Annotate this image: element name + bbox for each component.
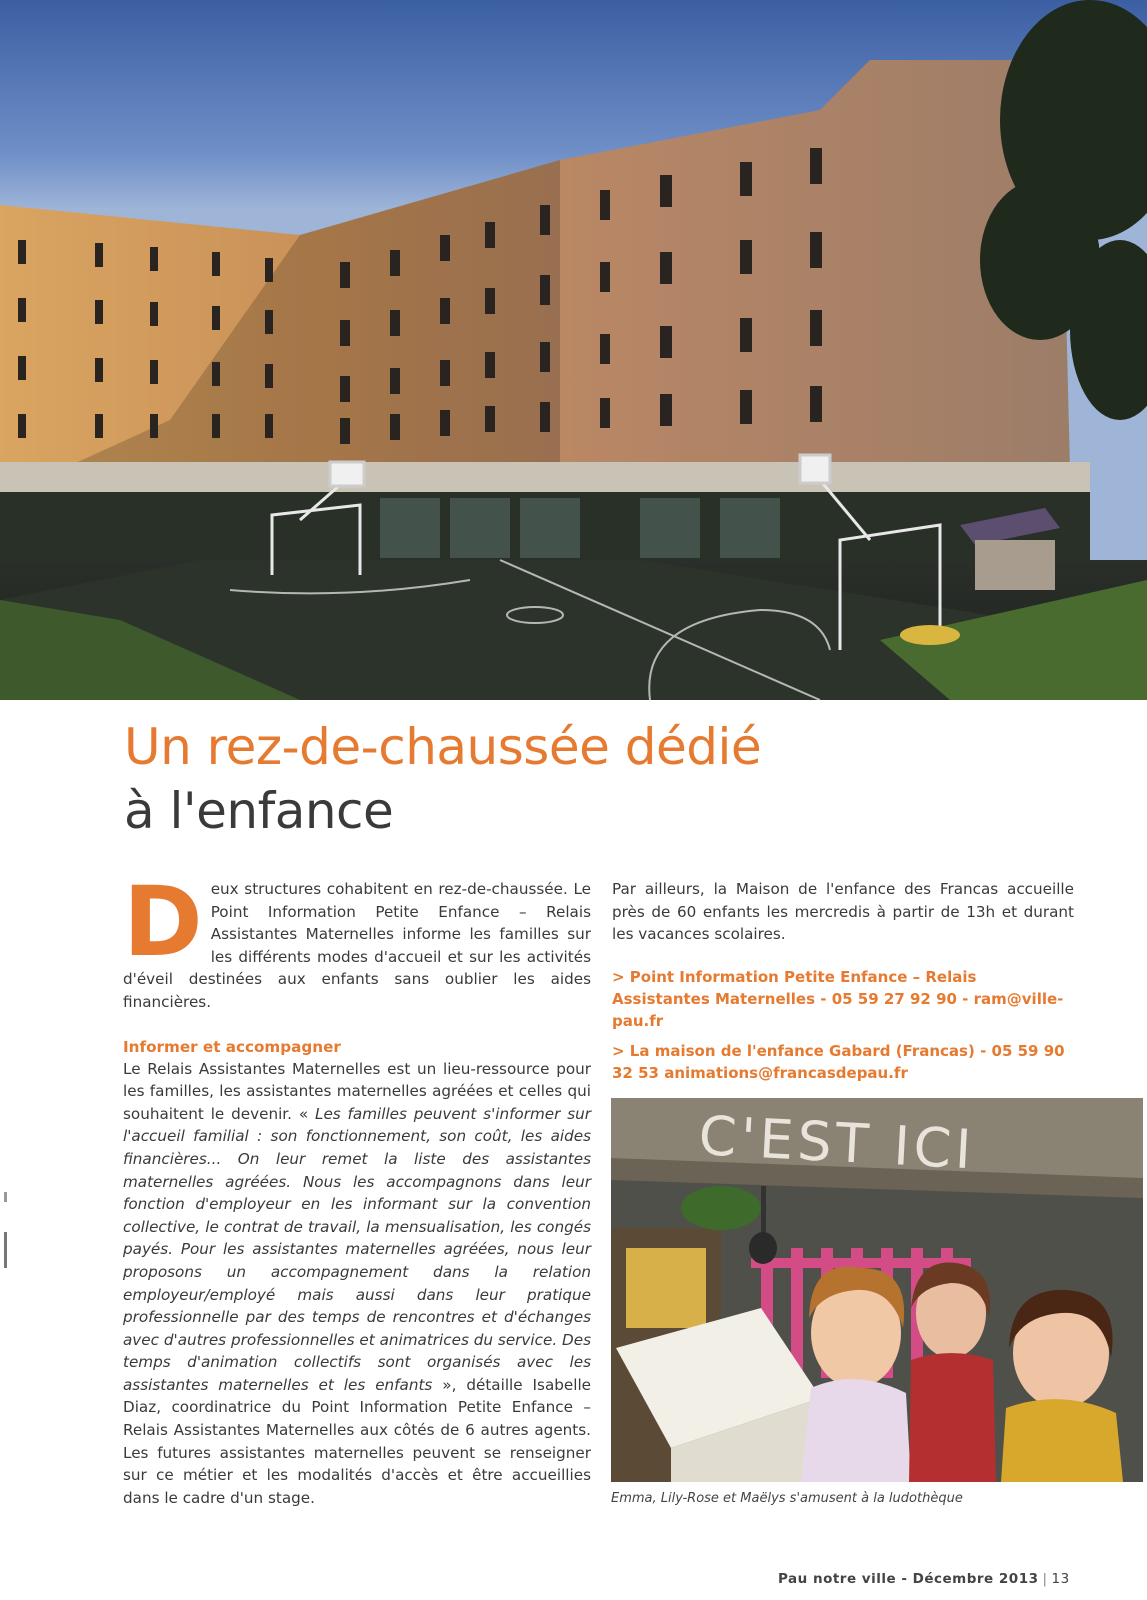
body-outro: », détaille Isabelle Diaz, coordinatrice du Point Information Petite Enfance – Relais Assistantes Maternelles aux côtés de 6 autres agents. Les futures assistantes maternelles peuvent se renseigner sur ce métier et les modalités d'accès et être accueillies dans le cadre d'un stage. [123, 1375, 592, 1507]
title-line-2: à l'enfance [124, 782, 394, 840]
sign-text: C'EST ICI [697, 1104, 977, 1182]
ludotheque-illustration [611, 1098, 1143, 1482]
photo-caption: Emma, Lily-Rose et Maëlys s'amusent à la ludothèque [611, 1491, 963, 1506]
children-photo [611, 1098, 1143, 1482]
binder-mark [3, 1192, 9, 1272]
subhead: Informer et accompagner [123, 1037, 341, 1056]
intro-text: eux structures cohabitent en rez-de-chaussée. Le Point Information Petite Enfance – Relais Assistantes Maternelles informe les familles sur les différents modes d'accueil et sur les activités d'éveil destinées aux enfants sans oublier les aides financières. [123, 880, 591, 1011]
body-quote: Les familles peuvent s'informer sur l'accueil familial : son fonctionnement, son coût, les aides financières... On leur remet la liste des assistantes maternelles agréées. Nous les accompagnons dans leur fonction d'employeur en les informant sur la convention collective, le contrat de travail, la mensualisation, les congés payés. Pour les assistantes maternelles agréées, nous leur proposons un accompagnement dans la relation employeur/employé mais aussi dans leur pratique professionnelle par des temps de rencontres et d'échanges avec d'autres professionnelles et animatrices du service. Des temps d'animation collectifs sont organisés avec les assistantes maternelles et les enfants [123, 1104, 591, 1394]
intro-paragraph [123, 866, 591, 1014]
building-illustration [0, 0, 1147, 700]
dropcap: D [123, 866, 203, 978]
contact-francas: > La maison de l'enfance Gabard (Francas) - 05 59 90 32 53 animations@francasdepau.fr [612, 1041, 1065, 1082]
article-right-column [612, 878, 1074, 1084]
footer-separator: | [1042, 1571, 1048, 1587]
title-line-1: Un rez-de-chaussée dédié [124, 718, 762, 776]
right-paragraph: Par ailleurs, la Maison de l'enfance des Francas accueille près de 60 enfants les mercredis à partir de 13h et durant les vacances scolaires. [612, 880, 1074, 944]
page-footer [778, 1571, 1070, 1587]
page-number: 13 [1051, 1571, 1070, 1587]
publication-name: Pau notre ville - Décembre 2013 [778, 1571, 1039, 1587]
contact-ram: > Point Information Petite Enfance – Relais Assistantes Maternelles - 05 59 27 92 90 - ram@ville-pau.fr [612, 967, 1064, 1030]
article-left-column [123, 866, 592, 1509]
body-paragraph [123, 1058, 591, 1510]
body-intro: Le Relais Assistantes Maternelles est un lieu-ressource pour les familles, les assistantes maternelles agréées et celles qui souhaitent le devenir. « [123, 1059, 591, 1123]
hero-photo [0, 0, 1147, 700]
